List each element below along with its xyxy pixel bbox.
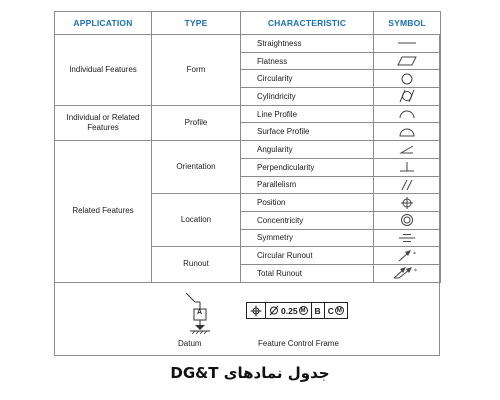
characteristic-line-profile: Line Profile bbox=[241, 105, 374, 123]
angularity-icon bbox=[374, 141, 441, 159]
table-row bbox=[55, 141, 441, 159]
header-symbol: SYMBOL bbox=[374, 12, 441, 35]
fcf-datum-c-modifier: M bbox=[336, 307, 342, 314]
characteristic-flatness: Flatness bbox=[241, 52, 374, 70]
fcf-datum-c-cell bbox=[325, 303, 347, 318]
table-row bbox=[55, 105, 441, 123]
line-profile-icon bbox=[374, 105, 441, 123]
fcf-label: Feature Control Frame bbox=[258, 339, 339, 348]
characteristic-cylindricity: Cylindricity bbox=[241, 88, 374, 106]
gdt-symbols-table bbox=[54, 11, 441, 283]
datum-symbol bbox=[182, 289, 222, 335]
characteristic-straightness: Straightness bbox=[241, 35, 374, 53]
fcf-modifier: M bbox=[300, 307, 306, 314]
feature-control-frame bbox=[246, 302, 348, 319]
fcf-position-cell bbox=[247, 303, 266, 318]
position-icon bbox=[374, 194, 441, 212]
datum-letter: A bbox=[197, 309, 203, 316]
type-form: Form bbox=[152, 35, 241, 106]
circularity-icon bbox=[374, 70, 441, 88]
characteristic-circularity: Circularity bbox=[241, 70, 374, 88]
characteristic-circular-runout: Circular Runout bbox=[241, 247, 374, 265]
symmetry-icon bbox=[374, 229, 441, 247]
diameter-icon bbox=[269, 305, 279, 316]
surface-profile-icon bbox=[374, 123, 441, 141]
header-application: APPLICATION bbox=[55, 12, 152, 35]
characteristic-angularity: Angularity bbox=[241, 141, 374, 159]
straightness-icon bbox=[374, 35, 441, 53]
svg-text:*: * bbox=[413, 250, 416, 258]
svg-text:*: * bbox=[414, 268, 417, 276]
position-icon bbox=[250, 305, 262, 317]
parallelism-icon bbox=[374, 176, 441, 194]
fcf-tolerance-value: 0.25 bbox=[281, 305, 298, 316]
characteristic-perpendicularity: Perpendicularity bbox=[241, 158, 374, 176]
table-row bbox=[55, 35, 441, 53]
application-individual-or-related: Individual or Related Features bbox=[55, 105, 152, 140]
header-type: TYPE bbox=[152, 12, 241, 35]
perpendicularity-icon bbox=[374, 158, 441, 176]
legend-area bbox=[54, 283, 440, 356]
image-caption: جدول نمادهای DG&T bbox=[170, 364, 330, 382]
header-characteristic: CHARACTERISTIC bbox=[241, 12, 374, 35]
characteristic-symmetry: Symmetry bbox=[241, 229, 374, 247]
application-individual: Individual Features bbox=[55, 35, 152, 106]
application-related: Related Features bbox=[55, 141, 152, 283]
circular-runout-icon bbox=[374, 247, 441, 265]
characteristic-concentricity: Concentricity bbox=[241, 211, 374, 229]
cylindricity-icon bbox=[374, 88, 441, 106]
flatness-icon bbox=[374, 52, 441, 70]
type-profile: Profile bbox=[152, 105, 241, 140]
fcf-datum-c: C bbox=[327, 305, 334, 316]
characteristic-total-runout: Total Runout bbox=[241, 264, 374, 282]
concentricity-icon bbox=[374, 211, 441, 229]
fcf-datum-b-cell: B bbox=[312, 303, 325, 318]
type-location: Location bbox=[152, 194, 241, 247]
total-runout-icon bbox=[374, 264, 441, 282]
type-orientation: Orientation bbox=[152, 141, 241, 194]
table-header-row bbox=[55, 12, 441, 35]
characteristic-surface-profile: Surface Profile bbox=[241, 123, 374, 141]
datum-label: Datum bbox=[178, 339, 202, 348]
characteristic-position: Position bbox=[241, 194, 374, 212]
type-runout: Runout bbox=[152, 247, 241, 282]
characteristic-parallelism: Parallelism bbox=[241, 176, 374, 194]
fcf-tolerance-cell bbox=[266, 303, 312, 318]
